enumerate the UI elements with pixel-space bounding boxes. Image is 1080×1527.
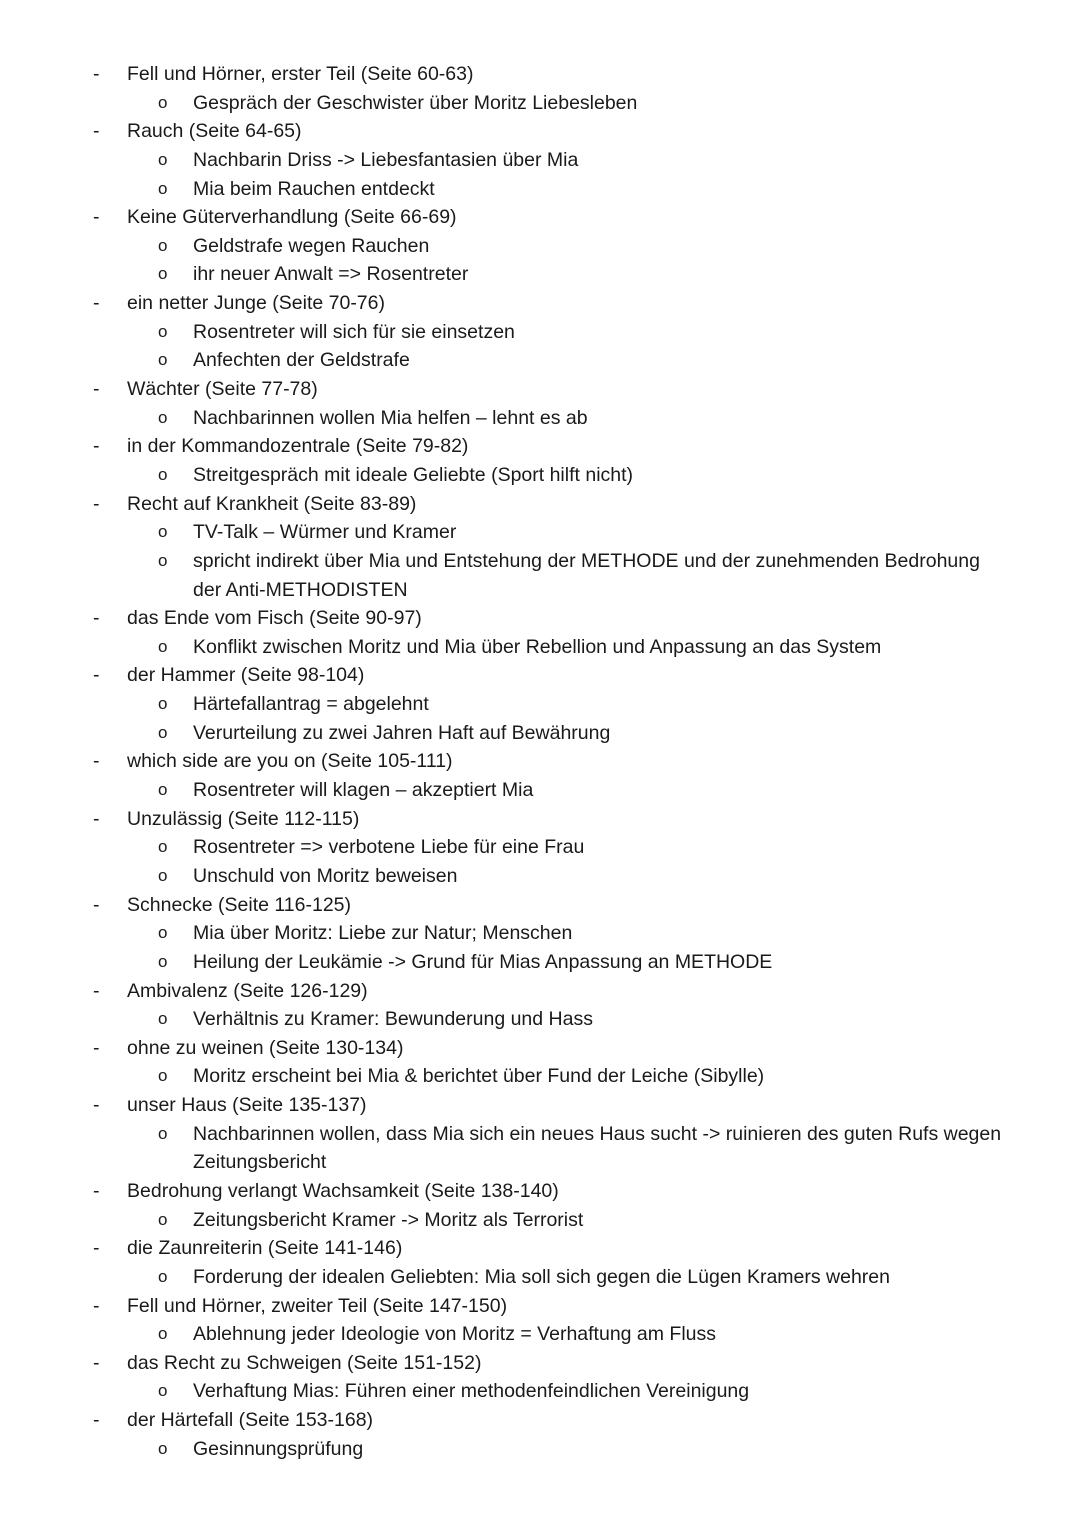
circle-bullet-icon: o — [158, 865, 168, 885]
summary-point — [0, 146, 1080, 175]
summary-text: Unschuld von Moritz beweisen — [193, 864, 458, 887]
chapter-title: Bedrohung verlangt Wachsamkeit (Seite 138-140) — [127, 1179, 559, 1202]
chapter-item — [0, 977, 1080, 1006]
circle-bullet-icon: o — [158, 464, 168, 484]
circle-bullet-icon: o — [158, 1123, 168, 1143]
chapter-item — [0, 1034, 1080, 1063]
outline-page — [0, 60, 1080, 1463]
chapter-item — [0, 60, 1080, 89]
dash-marker: - — [93, 1237, 100, 1260]
summary-text: Konflikt zwischen Moritz und Mia über Rebellion und Anpassung an das System — [193, 635, 882, 658]
dash-marker: - — [93, 750, 100, 773]
summary-text: Zeitungsbericht Kramer -> Moritz als Terrorist — [193, 1208, 584, 1231]
summary-text: Verhältnis zu Kramer: Bewunderung und Hass — [193, 1008, 593, 1031]
chapter-item — [0, 1177, 1080, 1206]
circle-bullet-icon: o — [158, 235, 168, 255]
summary-text: Mia über Moritz: Liebe zur Natur; Menschen — [193, 922, 573, 945]
summary-point — [0, 260, 1080, 289]
chapter-title: ohne zu weinen (Seite 130-134) — [127, 1036, 404, 1059]
summary-text: Nachbarin Driss -> Liebesfantasien über Mia — [193, 148, 579, 171]
summary-point — [0, 1005, 1080, 1034]
summary-point — [0, 948, 1080, 977]
summary-text: ihr neuer Anwalt => Rosentreter — [193, 263, 469, 286]
circle-bullet-icon: o — [158, 837, 168, 857]
summary-text: Härtefallantrag = abgelehnt — [193, 693, 429, 716]
circle-bullet-icon: o — [158, 1381, 168, 1401]
chapter-item — [0, 375, 1080, 404]
summary-point — [0, 1377, 1080, 1406]
dash-marker: - — [93, 1036, 100, 1059]
summary-point — [0, 862, 1080, 891]
dash-marker: - — [93, 893, 100, 916]
summary-text: Gespräch der Geschwister über Moritz Liebesleben — [193, 91, 638, 114]
summary-point — [0, 1320, 1080, 1349]
chapter-item — [0, 432, 1080, 461]
chapter-item — [0, 490, 1080, 519]
summary-text: Geldstrafe wegen Rauchen — [193, 234, 430, 257]
circle-bullet-icon: o — [158, 178, 168, 198]
summary-point — [0, 346, 1080, 375]
chapter-item — [0, 1234, 1080, 1263]
summary-point — [0, 175, 1080, 204]
circle-bullet-icon: o — [158, 636, 168, 656]
summary-text: Zeitungsbericht — [193, 1151, 327, 1174]
chapter-title: Fell und Hörner, erster Teil (Seite 60-63) — [127, 63, 474, 85]
summary-point — [0, 518, 1080, 547]
summary-point — [0, 833, 1080, 862]
chapter-item — [0, 604, 1080, 633]
chapter-title: Ambivalenz (Seite 126-129) — [127, 979, 368, 1002]
summary-text: TV-Talk – Würmer und Kramer — [193, 521, 457, 544]
circle-bullet-icon: o — [158, 1266, 168, 1286]
dash-marker: - — [93, 1179, 100, 1202]
summary-text: Nachbarinnen wollen, dass Mia sich ein neues Haus sucht -> ruinieren des guten Rufs wegen — [193, 1122, 1002, 1145]
chapter-title: Keine Güterverhandlung (Seite 66-69) — [127, 206, 457, 229]
summary-point — [0, 1435, 1080, 1464]
summary-text: spricht indirekt über Mia und Entstehung der METHODE und der zunehmenden Bedrohung — [193, 549, 980, 572]
chapter-title: der Härtefall (Seite 153-168) — [127, 1409, 374, 1432]
summary-point — [0, 404, 1080, 433]
circle-bullet-icon: o — [158, 321, 168, 341]
summary-point — [0, 690, 1080, 719]
summary-text: Verurteilung zu zwei Jahren Haft auf Bewährung — [193, 721, 611, 744]
dash-marker: - — [93, 607, 100, 630]
summary-text: Moritz erscheint bei Mia & berichtet über Fund der Leiche (Sibylle) — [193, 1065, 765, 1088]
dash-marker: - — [93, 206, 100, 229]
chapter-item — [0, 289, 1080, 318]
dash-marker: - — [93, 292, 100, 315]
chapter-title: Unzulässig (Seite 112-115) — [127, 807, 360, 830]
chapter-title: das Ende vom Fisch (Seite 90-97) — [127, 607, 422, 630]
chapter-title: Fell und Hörner, zweiter Teil (Seite 147-150) — [127, 1294, 508, 1317]
summary-point — [0, 89, 1080, 118]
dash-marker: - — [93, 378, 100, 401]
dash-marker: - — [93, 1351, 100, 1374]
chapter-title: which side are you on (Seite 105-111) — [127, 750, 453, 773]
circle-bullet-icon: o — [158, 1009, 168, 1029]
circle-bullet-icon: o — [158, 1438, 168, 1458]
summary-point — [0, 633, 1080, 662]
dash-marker: - — [93, 1294, 100, 1317]
chapter-title: unser Haus (Seite 135-137) — [127, 1094, 367, 1117]
chapter-title: der Hammer (Seite 98-104) — [127, 664, 365, 687]
circle-bullet-icon: o — [158, 1324, 168, 1344]
summary-point — [0, 318, 1080, 347]
chapter-title: Wächter (Seite 77-78) — [127, 378, 318, 401]
circle-bullet-icon: o — [158, 407, 168, 427]
dash-marker: - — [93, 1094, 100, 1117]
dash-marker: - — [93, 492, 100, 515]
summary-text: Rosentreter will sich für sie einsetzen — [193, 320, 515, 343]
summary-text: Rosentreter will klagen – akzeptiert Mia — [193, 779, 534, 802]
circle-bullet-icon: o — [158, 1066, 168, 1086]
summary-point — [0, 1263, 1080, 1292]
chapter-item — [0, 1091, 1080, 1120]
circle-bullet-icon: o — [158, 350, 168, 370]
summary-point-continuation — [0, 1148, 1080, 1177]
dash-marker: - — [93, 120, 100, 143]
dash-marker: - — [93, 63, 100, 85]
summary-text: Forderung der idealen Geliebten: Mia soll sich gegen die Lügen Kramers wehren — [193, 1265, 890, 1288]
circle-bullet-icon: o — [158, 694, 168, 714]
summary-text: Anfechten der Geldstrafe — [193, 349, 410, 372]
chapter-title: das Recht zu Schweigen (Seite 151-152) — [127, 1351, 482, 1374]
summary-text: der Anti-METHODISTEN — [193, 578, 408, 601]
summary-point — [0, 547, 1080, 576]
circle-bullet-icon: o — [158, 522, 168, 542]
chapter-title: Rauch (Seite 64-65) — [127, 120, 302, 143]
chapter-item — [0, 1406, 1080, 1435]
chapter-item — [0, 891, 1080, 920]
dash-marker: - — [93, 664, 100, 687]
summary-text: Gesinnungsprüfung — [193, 1437, 364, 1460]
summary-point — [0, 232, 1080, 261]
summary-text: Mia beim Rauchen entdeckt — [193, 177, 435, 200]
chapter-title: Recht auf Krankheit (Seite 83-89) — [127, 492, 417, 515]
summary-point-continuation — [0, 576, 1080, 605]
summary-text: Nachbarinnen wollen Mia helfen – lehnt es ab — [193, 406, 588, 429]
summary-point — [0, 461, 1080, 490]
dash-marker: - — [93, 1409, 100, 1432]
chapter-item — [0, 117, 1080, 146]
chapter-title: Schnecke (Seite 116-125) — [127, 893, 352, 916]
circle-bullet-icon: o — [158, 92, 168, 112]
chapter-item — [0, 1292, 1080, 1321]
circle-bullet-icon: o — [158, 149, 168, 169]
chapter-item — [0, 203, 1080, 232]
chapter-item — [0, 805, 1080, 834]
chapter-title: in der Kommandozentrale (Seite 79-82) — [127, 435, 469, 458]
circle-bullet-icon: o — [158, 722, 168, 742]
chapter-title: ein netter Junge (Seite 70-76) — [127, 292, 385, 315]
circle-bullet-icon: o — [158, 923, 168, 943]
dash-marker: - — [93, 979, 100, 1002]
summary-text: Ablehnung jeder Ideologie von Moritz = Verhaftung am Fluss — [193, 1323, 717, 1346]
summary-text: Streitgespräch mit ideale Geliebte (Sport hilft nicht) — [193, 463, 634, 486]
summary-point — [0, 776, 1080, 805]
summary-point — [0, 1120, 1080, 1149]
summary-text: Heilung der Leukämie -> Grund für Mias Anpassung an METHODE — [193, 950, 773, 973]
circle-bullet-icon: o — [158, 264, 168, 284]
circle-bullet-icon: o — [158, 951, 168, 971]
chapter-item — [0, 747, 1080, 776]
chapter-item — [0, 661, 1080, 690]
summary-point — [0, 1062, 1080, 1091]
dash-marker: - — [93, 807, 100, 830]
summary-text: Verhaftung Mias: Führen einer methodenfeindlichen Vereinigung — [193, 1380, 750, 1403]
chapter-item — [0, 1349, 1080, 1378]
chapter-title: die Zaunreiterin (Seite 141-146) — [127, 1237, 403, 1260]
circle-bullet-icon: o — [158, 780, 168, 800]
summary-point — [0, 919, 1080, 948]
summary-text: Rosentreter => verbotene Liebe für eine Frau — [193, 836, 585, 859]
summary-point — [0, 719, 1080, 748]
dash-marker: - — [93, 435, 100, 458]
circle-bullet-icon: o — [158, 550, 168, 570]
summary-point — [0, 1206, 1080, 1235]
circle-bullet-icon: o — [158, 1209, 168, 1229]
